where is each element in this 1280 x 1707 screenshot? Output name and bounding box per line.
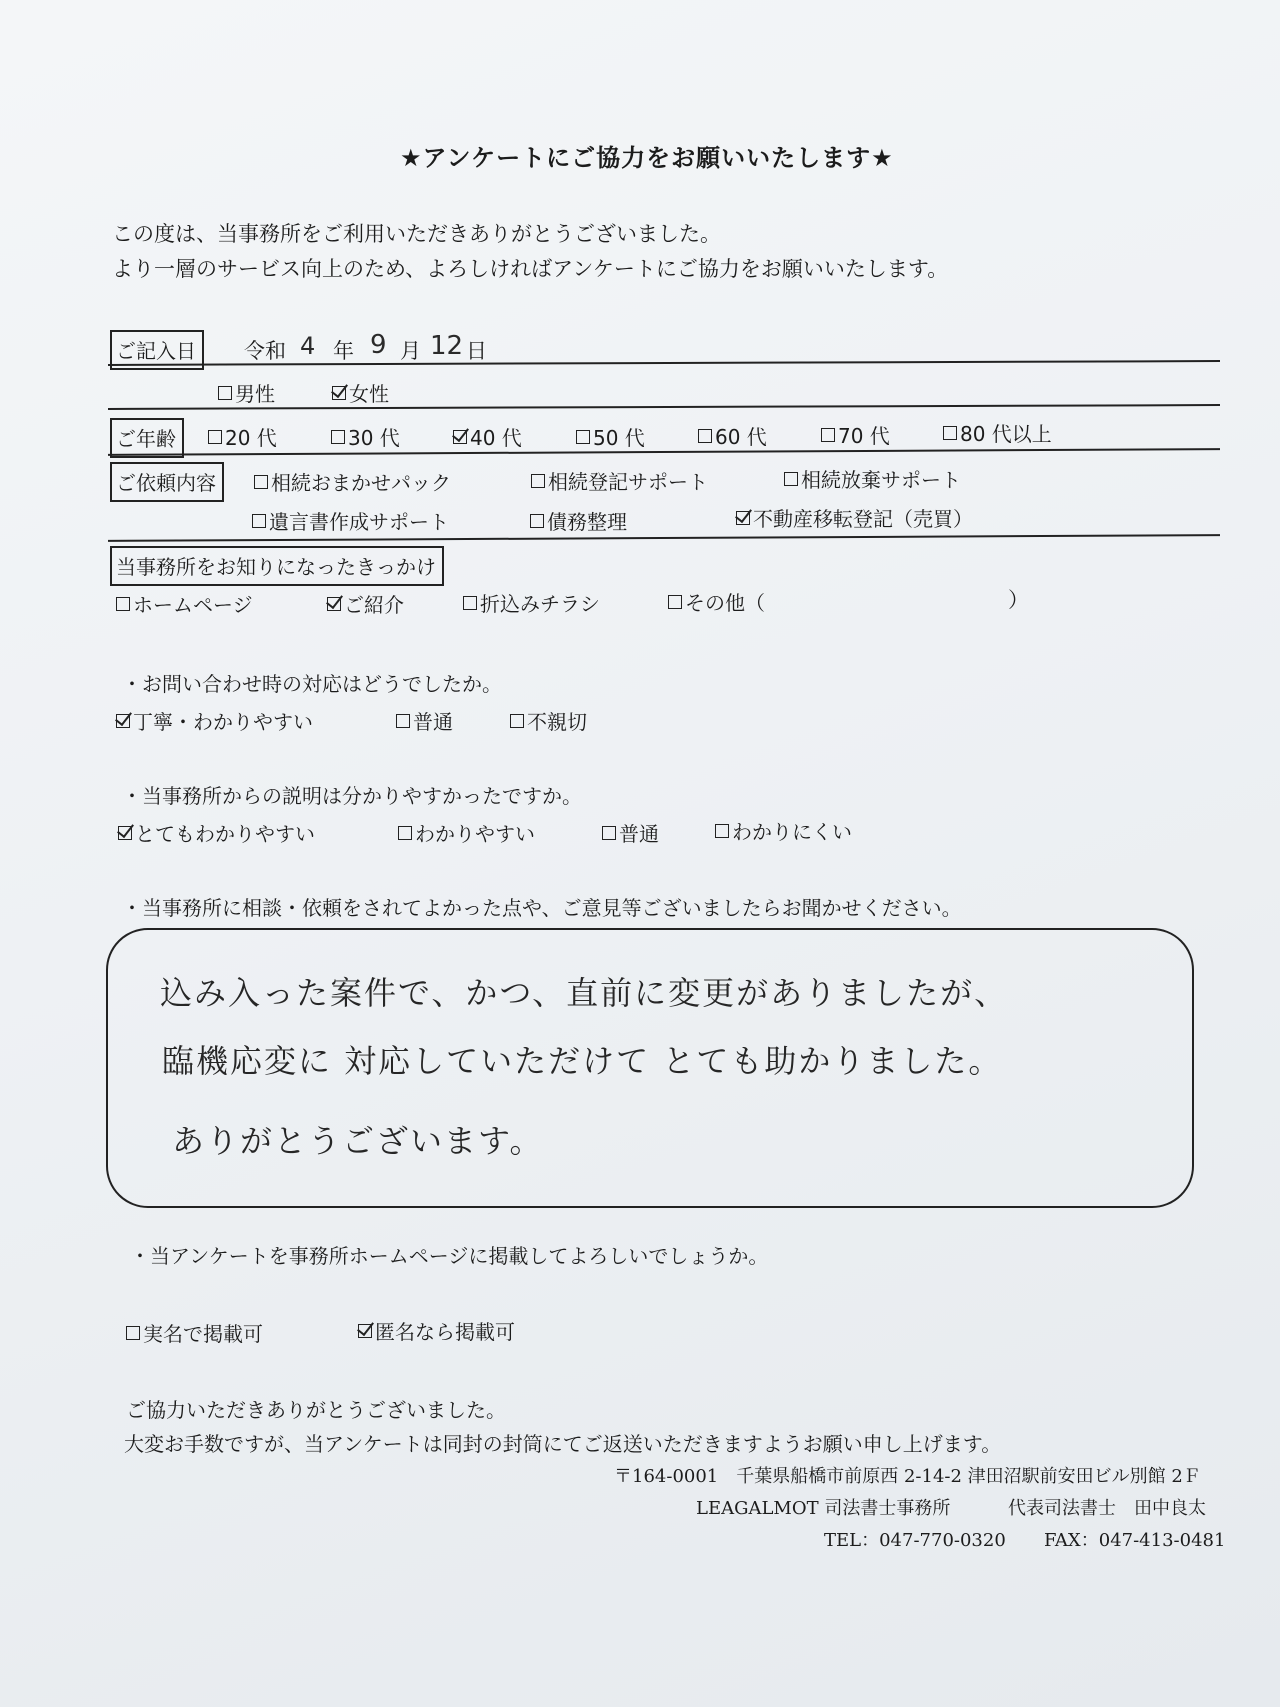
- checkbox-icon: [396, 714, 410, 728]
- q1-option-unkind[interactable]: 不親切: [510, 706, 587, 735]
- q4-option-real-name[interactable]: 実名で掲載可: [126, 1318, 263, 1347]
- checkbox-icon: [218, 386, 232, 400]
- checked-checkbox-icon: [116, 714, 130, 728]
- checkbox-icon: [821, 428, 835, 442]
- footer-office-name: LEAGALMOT 司法書士事務所: [696, 1498, 951, 1519]
- age-option-60s[interactable]: 60 代: [698, 421, 767, 450]
- request-underline: [108, 534, 1220, 542]
- page-title: ★アンケートにご協力をお願いいたします★: [400, 144, 894, 172]
- source-option-flyer[interactable]: 折込みチラシ: [463, 588, 600, 617]
- checkbox-icon: [254, 475, 268, 489]
- request-label: ご依頼内容: [110, 462, 224, 502]
- source-option-referral[interactable]: ご紹介: [327, 589, 404, 618]
- checkbox-icon: [398, 826, 412, 840]
- date-month-unit: 月: [400, 339, 421, 363]
- age-option-70s[interactable]: 70 代: [821, 420, 890, 449]
- request-option-inheritance-registration[interactable]: 相続登記サポート: [531, 466, 708, 495]
- q1-question: ・お問い合わせ時の対応はどうでしたか。: [122, 672, 502, 696]
- q2-option-unclear[interactable]: わかりにくい: [715, 816, 852, 845]
- checkbox-icon: [698, 429, 712, 443]
- checked-checkbox-icon: [453, 430, 467, 444]
- checkbox-icon: [784, 472, 798, 486]
- request-option-real-estate-transfer[interactable]: 不動産移転登記（売買）: [736, 503, 973, 532]
- checkbox-icon: [126, 1326, 140, 1340]
- closing-line-2: 大変お手数ですが、当アンケートは同封の封筒にてご返送いただきますようお願い申し上げます。: [124, 1432, 1002, 1456]
- date-day-unit: 日: [466, 339, 487, 363]
- intro-line-2: より一層のサービス向上のため、よろしければアンケートにご協力をお願いいたします。: [112, 257, 949, 281]
- checkbox-icon: [208, 430, 222, 444]
- intro-line-1: この度は、当事務所をご利用いただきありがとうございました。: [112, 222, 721, 246]
- q3-question: ・当事務所に相談・依頼をされてよかった点や、ご意見等ございましたらお聞かせください。: [122, 896, 962, 920]
- footer-address: 〒164-0001 千葉県船橋市前原西 2-14-2 津田沼駅前安田ビル別館 2Ｆ: [614, 1466, 1201, 1487]
- source-label: 当事務所をお知りになったきっかけ: [110, 546, 444, 586]
- checkbox-icon: [668, 595, 682, 609]
- date-day-value[interactable]: 12: [430, 331, 464, 361]
- source-option-homepage[interactable]: ホームページ: [116, 589, 253, 618]
- checked-checkbox-icon: [358, 1324, 372, 1338]
- footer-representative: 代表司法書士 田中良太: [1008, 1498, 1206, 1519]
- checkbox-icon: [531, 474, 545, 488]
- checkbox-icon: [463, 596, 477, 610]
- q1-option-normal[interactable]: 普通: [396, 706, 453, 735]
- checkbox-icon: [715, 824, 729, 838]
- gender-option-female[interactable]: 女性: [332, 378, 389, 407]
- request-option-debt-settlement[interactable]: 債務整理: [530, 506, 627, 535]
- gender-option-male[interactable]: 男性: [218, 378, 275, 407]
- date-month-value[interactable]: 9: [370, 330, 387, 360]
- checked-checkbox-icon: [118, 826, 132, 840]
- q2-question: ・当事務所からの説明は分かりやすかったですか。: [122, 784, 582, 808]
- checkbox-icon: [576, 430, 590, 444]
- footer-fax: FAX：047-413-0481: [1044, 1530, 1226, 1551]
- checkbox-icon: [602, 826, 616, 840]
- comment-line-2: 臨機応変に 対応していただけて とても助かりました。: [162, 1042, 1003, 1080]
- closing-line-1: ご協力いただきありがとうございました。: [126, 1398, 506, 1422]
- date-label: ご記入日: [110, 330, 204, 370]
- request-option-inheritance-renunciation[interactable]: 相続放棄サポート: [784, 464, 961, 493]
- q4-question: ・当アンケートを事務所ホームページに掲載してよろしいでしょうか。: [130, 1244, 769, 1268]
- q2-option-very-clear[interactable]: とてもわかりやすい: [118, 818, 315, 847]
- q2-option-normal[interactable]: 普通: [602, 818, 659, 847]
- age-option-40s[interactable]: 40 代: [453, 422, 522, 451]
- age-option-80s-plus[interactable]: 80 代以上: [943, 418, 1052, 447]
- checkbox-icon: [116, 597, 130, 611]
- source-other-close: ）: [1008, 588, 1029, 612]
- request-option-will-drafting[interactable]: 遺言書作成サポート: [252, 506, 449, 535]
- comment-line-3: ありがとうございます。: [172, 1122, 544, 1160]
- age-label: ご年齢: [110, 418, 184, 458]
- checked-checkbox-icon: [327, 597, 341, 611]
- source-option-other[interactable]: その他（: [668, 587, 765, 616]
- checkbox-icon: [530, 514, 544, 528]
- age-option-20s[interactable]: 20 代: [208, 422, 277, 451]
- q1-option-polite[interactable]: 丁寧・わかりやすい: [116, 706, 313, 735]
- age-option-30s[interactable]: 30 代: [331, 422, 400, 451]
- checked-checkbox-icon: [736, 511, 750, 525]
- checkbox-icon: [331, 430, 345, 444]
- date-year-unit: 年: [333, 339, 354, 363]
- checkbox-icon: [510, 714, 524, 728]
- date-year-value[interactable]: 4: [300, 332, 316, 360]
- q2-option-clear[interactable]: わかりやすい: [398, 818, 535, 847]
- checked-checkbox-icon: [332, 386, 346, 400]
- comment-line-1: 込み入った案件で、かつ、直前に変更がありましたが、: [160, 974, 1009, 1012]
- request-option-inheritance-pack[interactable]: 相続おまかせパック: [254, 467, 451, 496]
- q4-option-anonymous[interactable]: 匿名なら掲載可: [358, 1316, 515, 1345]
- date-era: 令和: [244, 339, 286, 363]
- checkbox-icon: [943, 426, 957, 440]
- footer-tel: TEL：047-770-0320: [824, 1530, 1006, 1551]
- checkbox-icon: [252, 514, 266, 528]
- age-option-50s[interactable]: 50 代: [576, 422, 645, 451]
